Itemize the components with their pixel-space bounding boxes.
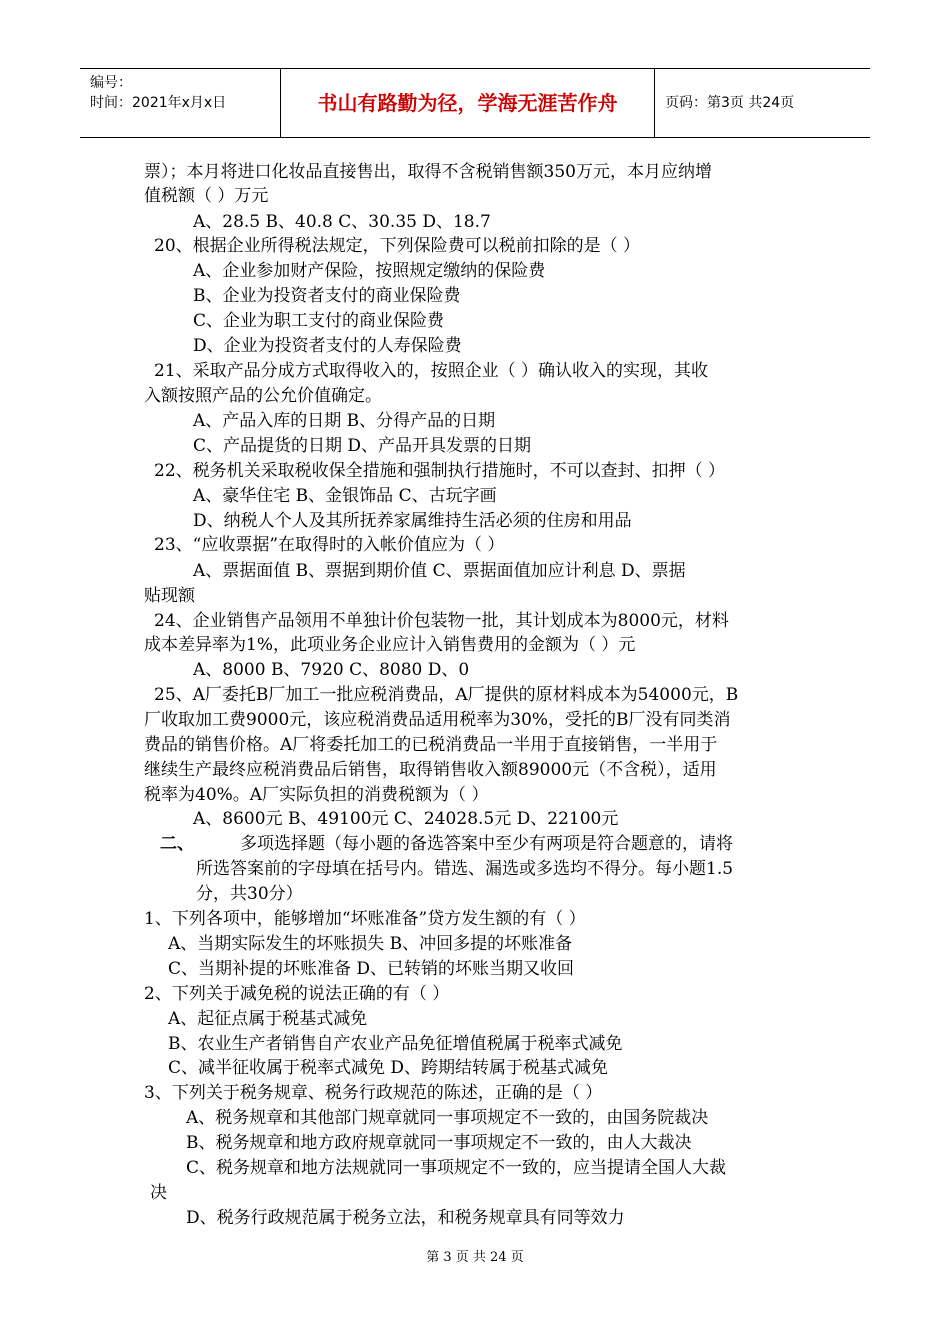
- option-line: B、税务规章和地方政府规章就同一事项规定不一致的，由人大裁决: [186, 1133, 692, 1153]
- question-25: 25、A厂委托B厂加工一批应税消费品，A厂提供的原材料成本为54000元，B: [154, 685, 739, 705]
- section-title: 所选答案前的字母填在括号内。错选、漏选或多选均不得分。每小题1.5: [196, 859, 734, 879]
- option-line: A、起征点属于税基式减免: [168, 1009, 368, 1029]
- option-line: C、企业为职工支付的商业保险费: [193, 311, 445, 331]
- section-title: 多项选择题（每小题的备选答案中至少有两项是符合题意的，请将: [240, 834, 733, 854]
- question-3: 3、下列关于税务规章、税务行政规范的陈述，正确的是（ ）: [144, 1083, 603, 1103]
- header-motto: 书山有路勤为径，学海无涯苦作舟: [281, 69, 655, 137]
- question-1: 1、下列各项中，能够增加“坏账准备”贷方发生额的有（ ）: [144, 909, 586, 929]
- question-23: 23、“应收票据”在取得时的入帐价值应为（ ）: [154, 535, 505, 555]
- text-line: 继续生产最终应税消费品后销售，取得销售收入额89000元（不含税），适用: [144, 760, 717, 780]
- option-line: A、当期实际发生的坏账损失 B、冲回多提的坏账准备: [168, 934, 573, 954]
- option-line: B、农业生产者销售自产农业产品免征增值税属于税率式减免: [168, 1034, 623, 1054]
- header-page-code: 页码：第3页 共24页: [665, 95, 795, 111]
- section-number: 二、: [160, 834, 194, 854]
- question-2: 2、下列关于减免税的说法正确的有（ ）: [144, 984, 450, 1004]
- question-24: 24、企业销售产品领用不单独计价包装物一批，其计划成本为8000元，材料: [154, 611, 729, 631]
- option-line: D、税务行政规范属于税务立法，和税务规章具有同等效力: [186, 1208, 625, 1228]
- text-line: 票）；本月将进口化妆品直接售出，取得不含税销售额350万元，本月应纳增: [144, 162, 712, 182]
- header-time: 时间：2021年x月x日: [90, 95, 227, 111]
- text-line: 值税额（ ）万元: [144, 186, 269, 206]
- option-line: D、纳税人个人及其所抚养家属维持生活必须的住房和用品: [193, 511, 632, 531]
- text-line: 贴现额: [144, 586, 195, 606]
- question-21: 21、采取产品分成方式取得收入的，按照企业（ ）确认收入的实现，其收: [154, 361, 709, 381]
- option-line: D、企业为投资者支付的人寿保险费: [193, 336, 462, 356]
- page-header: [80, 68, 870, 138]
- header-number: 编号：: [90, 75, 132, 91]
- text-line: 成本差异率为1%，此项业务企业应计入销售费用的金额为（ ）元: [144, 635, 636, 655]
- header-meta: [80, 69, 281, 137]
- option-line: A、企业参加财产保险，按照规定缴纳的保险费: [193, 261, 546, 281]
- text-line: 厂收取加工费9000元，该应税消费品适用税率为30%，受托的B厂没有同类消: [144, 710, 731, 730]
- option-line: C、减半征收属于税率式减免 D、跨期结转属于税基式减免: [168, 1058, 609, 1078]
- text-line: 费品的销售价格。A厂将委托加工的已税消费品一半用于直接销售，一半用于: [144, 735, 718, 755]
- option-line: A、产品入库的日期 B、分得产品的日期: [193, 411, 496, 431]
- option-line: A、8600元 B、49100元 C、24028.5元 D、22100元: [193, 809, 619, 829]
- option-line: C、产品提货的日期 D、产品开具发票的日期: [193, 436, 532, 456]
- text-line: 决: [150, 1183, 167, 1203]
- section-title: 分，共30分）: [196, 884, 303, 904]
- option-line: B、企业为投资者支付的商业保险费: [193, 286, 461, 306]
- option-line: A、税务规章和其他部门规章就同一事项规定不一致的，由国务院裁决: [186, 1108, 709, 1128]
- text-line: A、28.5 B、40.8 C、30.35 D、18.7: [193, 212, 491, 232]
- page-footer: 第 3 页 共 24 页: [426, 1250, 524, 1265]
- option-line: A、8000 B、7920 C、8080 D、0: [193, 660, 470, 680]
- question-20: 20、根据企业所得税法规定，下列保险费可以税前扣除的是（ ）: [154, 236, 641, 256]
- text-line: 税率为40%。A厂实际负担的消费税额为（ ）: [144, 785, 489, 805]
- text-line: 入额按照产品的公允价值确定。: [144, 386, 382, 406]
- question-22: 22、税务机关采取税收保全措施和强制执行措施时，不可以查封、扣押（ ）: [154, 461, 726, 481]
- option-line: A、豪华住宅 B、金银饰品 C、古玩字画: [193, 486, 497, 506]
- option-line: C、税务规章和地方法规就同一事项规定不一致的，应当提请全国人大裁: [186, 1158, 727, 1178]
- option-line: A、票据面值 B、票据到期价值 C、票据面值加应计利息 D、票据: [193, 561, 686, 581]
- option-line: C、当期补提的坏账准备 D、已转销的坏账当期又收回: [168, 959, 575, 979]
